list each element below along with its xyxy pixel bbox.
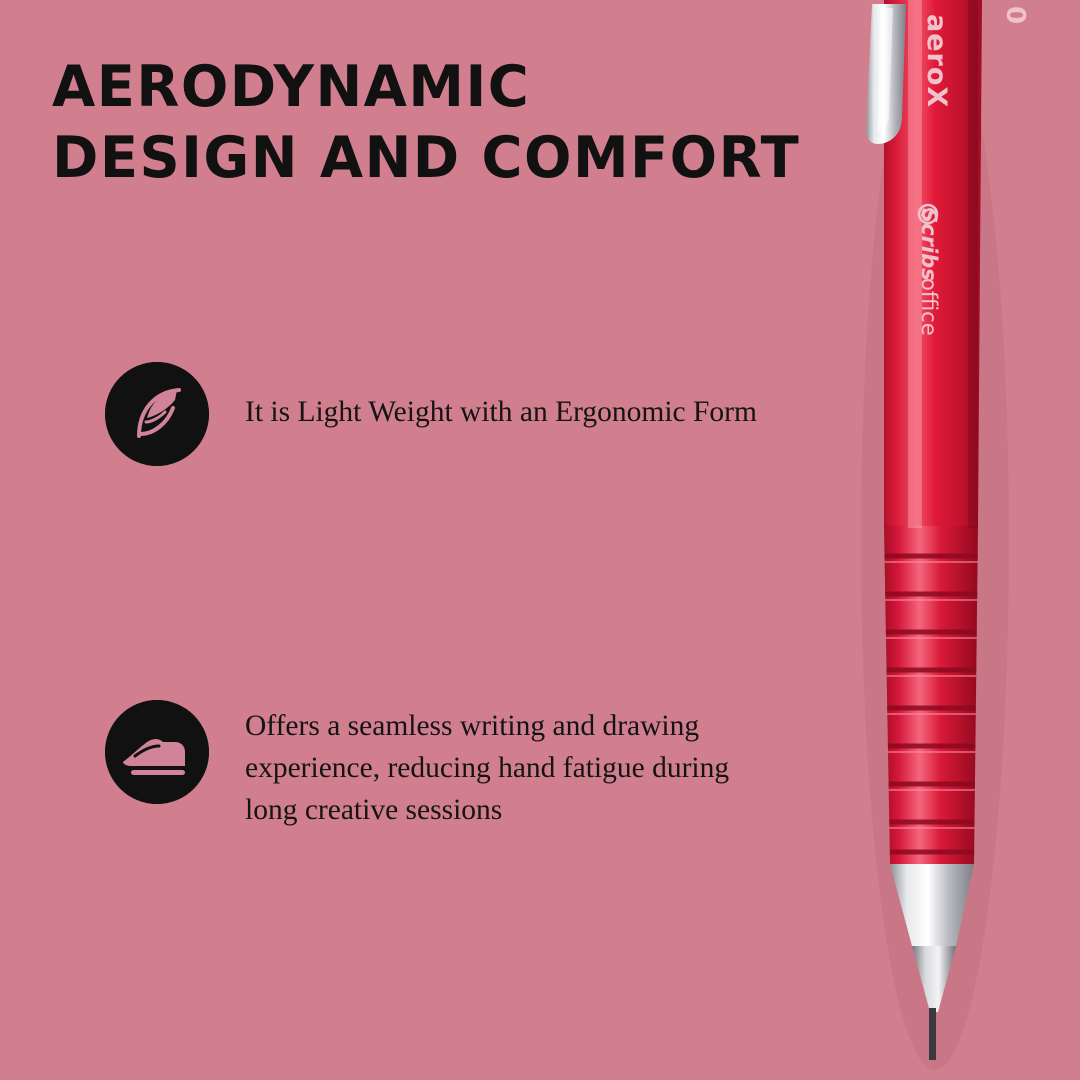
feature-text xyxy=(245,700,729,832)
feature-item xyxy=(105,362,757,466)
feature-line: experience, reducing hand fatigue during xyxy=(245,751,730,784)
headline-line-2: DESIGN AND COMFORT xyxy=(52,124,801,191)
feature-line: Offers a seamless writing and drawing xyxy=(245,710,700,742)
page-title xyxy=(52,52,801,193)
hand-writing-icon xyxy=(105,700,209,804)
feature-item xyxy=(105,700,729,832)
pen-lead xyxy=(929,1008,936,1060)
headline-line-1: AERODYNAMIC xyxy=(52,54,531,120)
feature-line: It is Light Weight with an Ergonomic Form xyxy=(245,396,757,428)
pen-code-label: 0 xyxy=(1000,6,1030,25)
feature-line: long creative sessions xyxy=(245,793,503,826)
feature-text xyxy=(245,362,757,434)
product-image-pen xyxy=(780,0,1080,1080)
feather-icon xyxy=(105,362,209,466)
pen-brand-label: Scribs xyxy=(917,208,941,281)
pen-brand-suffix-label: office xyxy=(917,278,941,336)
pen-grip xyxy=(884,526,978,864)
pen-model-label: aeroX xyxy=(921,14,952,109)
